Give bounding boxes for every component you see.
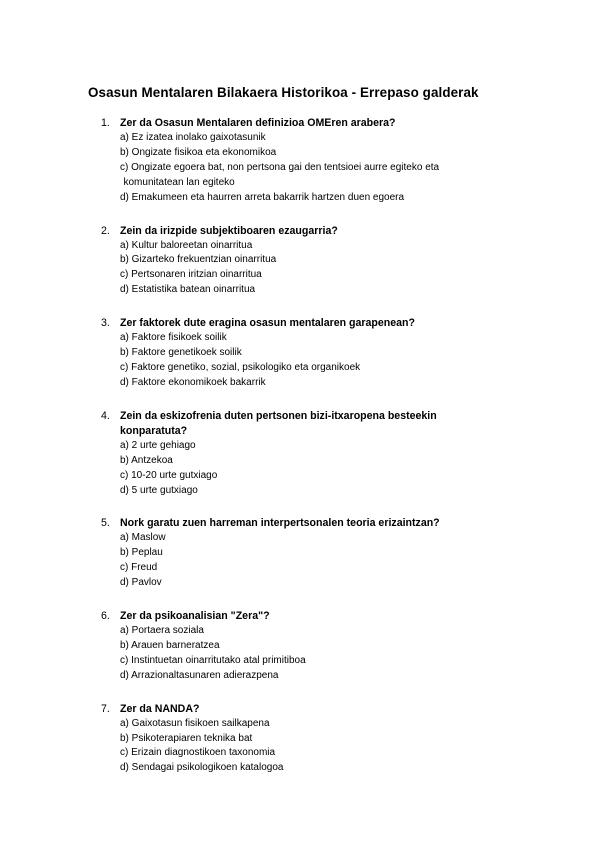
question-text: Zer da NANDA? (120, 702, 200, 715)
answer-option-c: c) Pertsonaren iritzian oinarritua (120, 269, 262, 281)
option-list (0, 239, 600, 299)
option-list (0, 131, 600, 206)
answer-option-c: c) Faktore genetiko, sozial, psikologiko eta organikoek (120, 361, 361, 373)
answer-option-d: d) Sendagai psikologikoen katalogoa (120, 762, 284, 774)
answer-option-a: a) Maslow (120, 532, 166, 544)
option-list (0, 531, 600, 591)
question-5 (0, 516, 600, 591)
question-1 (0, 116, 600, 206)
question-text: Zer da Osasun Mentalaren definizioa OMEren arabera? (120, 117, 396, 129)
option-list (0, 331, 600, 391)
question-2 (0, 224, 600, 299)
answer-option-b: b) Ongizate fisikoa eta ekonomikoa (120, 146, 277, 158)
question-text: Zein da irizpide subjektiboaren ezaugarria? (120, 224, 338, 237)
answer-option-a: a) 2 urte gehiago (120, 439, 196, 451)
answer-option-b: b) Gizarteko frekuentzian oinarritua (120, 254, 277, 266)
answer-option-d: d) Arrazionaltasunaren adierazpena (120, 669, 279, 681)
answer-option-b: b) Antzekoa (120, 454, 173, 466)
option-list (0, 439, 600, 499)
answer-option-d: d) Faktore ekonomikoek bakarrik (120, 376, 266, 388)
question-list (0, 116, 600, 794)
answer-option-d: d) Pavlov (120, 577, 162, 589)
answer-option-a: a) Gaixotasun fisikoen sailkapena (120, 717, 270, 729)
answer-option-a: a) Portaera soziala (120, 625, 204, 637)
question-number: 1. (101, 117, 110, 129)
question-number: 4. (101, 409, 110, 422)
question-4 (0, 409, 600, 499)
answer-option-d: d) Estatistika batean oinarritua (120, 284, 256, 296)
question-text: Zein da eskizofrenia duten pertsonen bizi-itxaropena besteekin konparatuta? (120, 409, 437, 437)
question-text: Zer da psikoanalisian "Zera"? (120, 610, 270, 623)
option-list (0, 624, 600, 684)
question-number: 7. (101, 702, 110, 715)
question-3 (0, 316, 600, 391)
answer-option-b: b) Faktore genetikoek soilik (120, 347, 242, 359)
answer-option-c: c) Instintuetan oinarritutako atal primitiboa (120, 654, 306, 666)
answer-option-b: b) Psikoterapiaren teknika bat (120, 732, 253, 744)
answer-option-a: a) Faktore fisikoek soilik (120, 332, 227, 344)
answer-option-b: b) Arauen barneratzea (120, 639, 220, 651)
question-6 (0, 609, 600, 684)
answer-option-a: a) Ez izatea inolako gaixotasunik (120, 132, 266, 143)
question-number: 3. (101, 317, 110, 330)
answer-option-c: c) 10-20 urte gutxiago (120, 469, 218, 481)
answer-option-c: c) Freud (120, 562, 158, 574)
question-text: Zer faktorek dute eragina osasun mentalaren garapenean? (120, 317, 415, 330)
question-number: 6. (101, 610, 110, 623)
answer-option-c: c) Ongizate egoera bat, non pertsona gai den tentsioei aurre egiteko eta komunitatean lan egiteko (120, 161, 440, 188)
option-list (0, 717, 600, 777)
question-number: 2. (101, 224, 110, 237)
answer-option-c: c) Erizain diagnostikoen taxonomia (120, 747, 276, 759)
answer-option-b: b) Peplau (120, 547, 163, 559)
answer-option-d: d) Emakumeen eta haurren arreta bakarrik hartzen duen egoera (120, 191, 405, 203)
document-title: Osasun Mentalaren Bilakaera Historikoa - Errepaso galderak (88, 85, 479, 100)
question-7 (0, 702, 600, 777)
question-number: 5. (101, 517, 110, 530)
answer-option-a: a) Kultur baloreetan oinarritua (120, 239, 253, 251)
answer-option-d: d) 5 urte gutxiago (120, 484, 198, 496)
question-text: Nork garatu zuen harreman interpertsonalen teoria erizaintzan? (120, 517, 440, 530)
